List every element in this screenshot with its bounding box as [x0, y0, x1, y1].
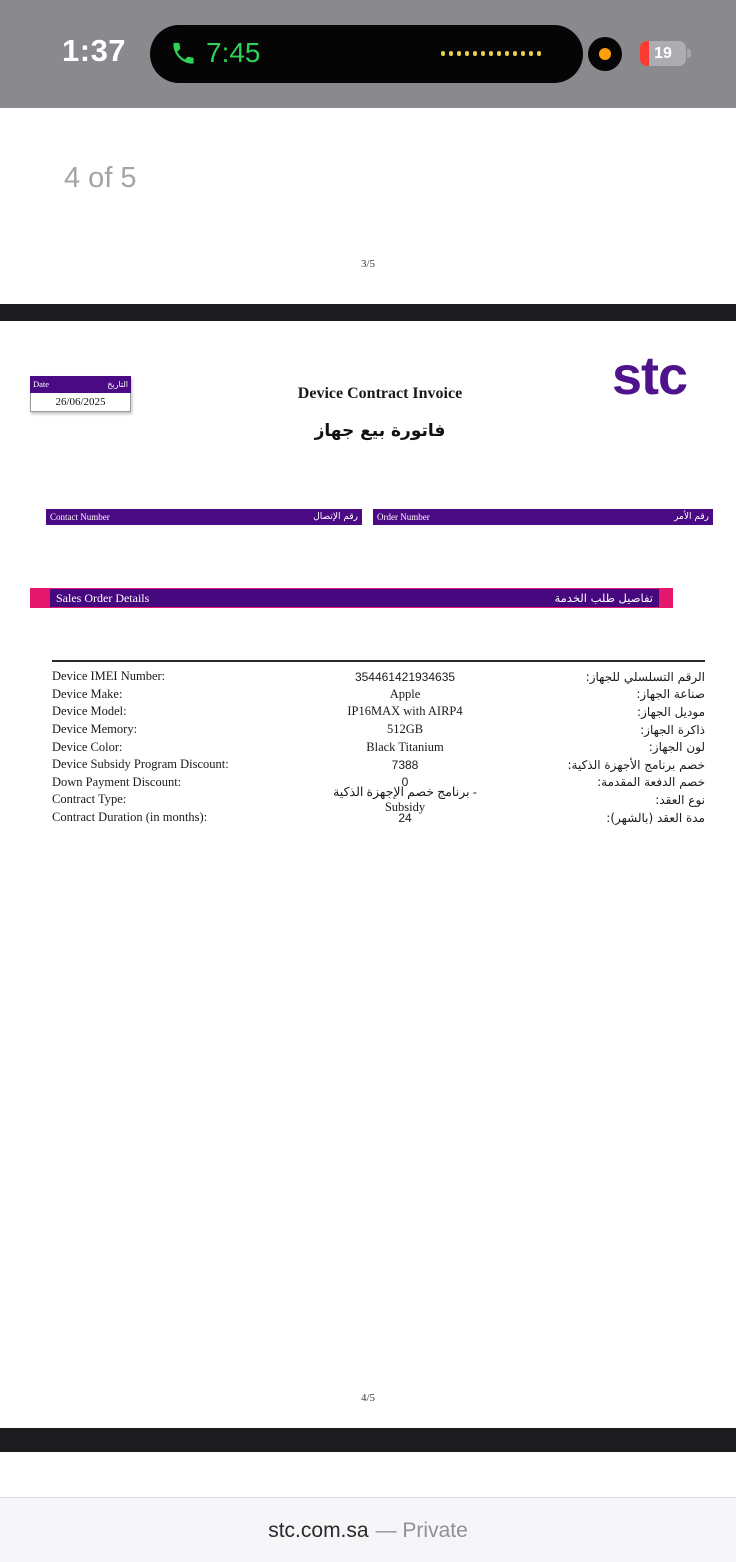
row-value: 512GB [386, 722, 424, 737]
invoice-title-ar: فاتورة بيع جهاز [314, 421, 446, 441]
date-label-en: Date [33, 379, 50, 389]
row-label-en: Device IMEI Number: [52, 669, 166, 684]
table-row [52, 668, 705, 686]
row-value: Apple [389, 686, 421, 701]
table-row [52, 738, 705, 756]
next-page-top [0, 1452, 736, 1497]
row-label-en: Device Memory: [52, 722, 138, 737]
row-value: IP16MAX with AIRP4 [347, 704, 463, 719]
safari-address-bar[interactable] [0, 1497, 736, 1562]
call-duration: 7:45 [206, 37, 261, 68]
row-label-ar: مدة العقد (بالشهر): [606, 810, 705, 825]
row-label-en: Contract Duration (in months): [52, 810, 208, 825]
table-row [52, 785, 705, 815]
prev-page-footer-number: 3/5 [360, 258, 376, 270]
row-label-ar: خصم برنامج الأجهزة الذكية: [567, 757, 705, 772]
section-label-en: Sales Order Details [56, 590, 150, 605]
phone-call-icon [170, 40, 197, 67]
microphone-in-use-indicator [588, 37, 622, 71]
dynamic-island-call-indicator[interactable] [150, 25, 583, 83]
stc-logo: stc [612, 346, 688, 406]
row-value: برنامج خصم الإجهزة الذكية - Subsidy [333, 785, 477, 815]
page-separator-bottom [0, 1428, 736, 1452]
table-top-rule [52, 660, 705, 662]
status-clock: 1:37 [62, 33, 127, 68]
row-label-en: Device Color: [52, 739, 123, 754]
table-row [52, 686, 705, 704]
orange-dot-icon [599, 48, 611, 60]
contact-number-label-ar: رقم الإتصال [313, 512, 358, 522]
row-label-ar: الرقم التسلسلي للجهاز: [585, 669, 705, 684]
contact-number-header [46, 509, 362, 525]
row-value: 354461421934635 [354, 669, 456, 684]
table-row [52, 756, 705, 774]
table-row [52, 703, 705, 721]
sales-order-details-header [30, 588, 673, 608]
row-value: Black Titanium [366, 739, 444, 754]
battery-nub [687, 49, 691, 58]
current-page-footer-number: 4/5 [360, 1392, 376, 1404]
order-number-header [373, 509, 713, 525]
row-label-en: Device Subsidy Program Discount: [52, 757, 229, 772]
pdf-page-indicator-overlay: 4 of 5 [64, 162, 137, 194]
row-label-en: Device Model: [52, 704, 127, 719]
table-row [52, 809, 705, 827]
row-label-ar: نوع العقد: [655, 792, 705, 807]
recording-waveform-icon [441, 51, 542, 56]
sales-table [52, 668, 705, 826]
contact-number-label-en: Contact Number [50, 512, 110, 522]
order-number-label-en: Order Number [377, 512, 430, 522]
date-value: 26/06/2025 [30, 393, 131, 412]
row-label-ar: ذاكرة الجهاز: [640, 722, 705, 737]
row-label-ar: صناعة الجهاز: [636, 687, 705, 702]
invoice-page [0, 321, 736, 1428]
battery-percent: 19 [654, 45, 672, 62]
row-label-ar: لون الجهاز: [648, 740, 705, 755]
row-label-ar: موديل الجهاز: [637, 704, 705, 719]
date-box [30, 376, 131, 412]
table-row [52, 721, 705, 739]
row-value: 0 [401, 775, 409, 790]
row-value: 24 [398, 810, 412, 825]
row-label-ar: خصم الدفعة المقدمة: [597, 775, 705, 790]
battery-icon [640, 41, 686, 66]
private-mode-label: — Private [375, 1518, 468, 1542]
page-separator-top [0, 304, 736, 321]
section-label-ar: تفاصيل طلب الخدمة [554, 591, 653, 605]
date-label-ar: التاريخ [107, 380, 128, 389]
invoice-title-en: Device Contract Invoice [297, 385, 463, 402]
row-label-en: Contract Type: [52, 792, 127, 807]
order-number-label-ar: رقم الأمر [674, 512, 709, 522]
row-label-en: Device Make: [52, 686, 123, 701]
row-value: 7388 [391, 757, 419, 772]
status-bar [0, 0, 736, 108]
url-domain: stc.com.sa [268, 1518, 369, 1542]
row-label-en: Down Payment Discount: [52, 774, 182, 789]
